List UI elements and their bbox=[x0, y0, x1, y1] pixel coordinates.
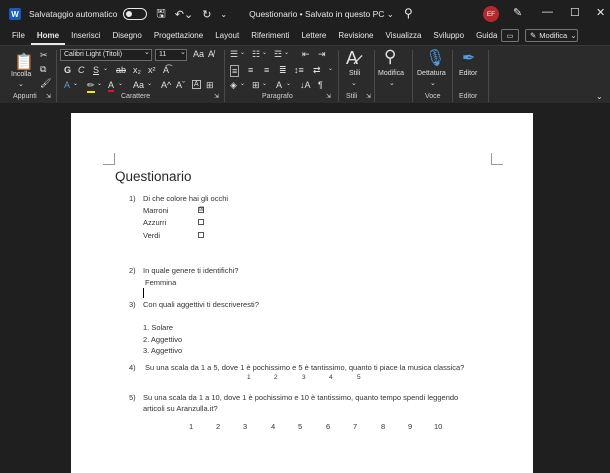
asian-layout-icon[interactable]: A bbox=[276, 80, 283, 90]
align-left-icon[interactable]: ≡ bbox=[232, 66, 238, 76]
scale-value: 5 bbox=[357, 374, 361, 381]
ribbon-divider bbox=[56, 50, 57, 102]
scale-value: 8 bbox=[381, 422, 386, 431]
customize-toolbar-icon[interactable]: ⌄ bbox=[220, 9, 228, 19]
dialog-launcher-icon[interactable]: ⇲ bbox=[366, 94, 372, 100]
chevron-down-icon[interactable]: ⌄ bbox=[284, 50, 290, 56]
editor-button-label[interactable]: Editor bbox=[459, 70, 478, 77]
chevron-down-icon[interactable]: ⌄ bbox=[328, 66, 334, 72]
editor-group-label: Editor bbox=[459, 93, 478, 100]
comments-button[interactable] bbox=[501, 29, 519, 42]
close-icon[interactable]: ✕ bbox=[596, 7, 606, 19]
styles-group-label: Stili bbox=[346, 93, 358, 100]
ribbon-divider bbox=[452, 50, 453, 102]
ribbon-divider bbox=[374, 50, 375, 102]
clipboard-group-label: Appunti bbox=[13, 93, 37, 100]
scale-value: 2 bbox=[216, 422, 221, 431]
option-label: Verdi bbox=[143, 231, 161, 240]
paste-icon[interactable]: 📋 bbox=[14, 54, 34, 71]
tab-layout[interactable]: Layout bbox=[215, 31, 240, 40]
dialog-launcher-icon[interactable]: ⇲ bbox=[46, 94, 52, 100]
tab-developer[interactable]: Sviluppo bbox=[433, 31, 465, 40]
chevron-down-icon[interactable]: ⌄ bbox=[286, 81, 292, 87]
list-item[interactable]: 3. Aggettivo bbox=[143, 346, 183, 355]
chevron-down-icon[interactable]: ⌄ bbox=[144, 49, 150, 56]
numbering-icon[interactable]: ☷ bbox=[252, 49, 261, 59]
chevron-down-icon[interactable]: ⌄ bbox=[596, 92, 603, 101]
document-page[interactable] bbox=[71, 113, 533, 473]
pencil-icon: ✎ bbox=[530, 31, 537, 40]
maximize-icon[interactable]: ☐ bbox=[570, 7, 580, 19]
question-number: 2) bbox=[129, 266, 136, 275]
tab-insert[interactable]: Inserisci bbox=[71, 31, 101, 40]
font-size-select[interactable]: 11 bbox=[155, 49, 187, 61]
dictate-button-label[interactable]: Dettatura bbox=[417, 70, 446, 77]
grow-font-icon[interactable]: A^ bbox=[161, 80, 172, 90]
checkbox-checked[interactable]: ☒ bbox=[199, 207, 205, 213]
option-label: Marroni bbox=[143, 206, 169, 215]
list-item[interactable]: 2. Aggettivo bbox=[143, 335, 183, 344]
align-center-icon[interactable]: ≡ bbox=[248, 65, 254, 75]
checkbox[interactable] bbox=[198, 219, 204, 225]
clear-formatting-icon[interactable]: A̸ bbox=[208, 49, 215, 59]
justify-icon[interactable]: ≣ bbox=[279, 65, 287, 75]
align-right-icon[interactable]: ≡ bbox=[264, 65, 270, 75]
chevron-down-icon[interactable]: ⌄ bbox=[97, 81, 103, 87]
scale-value: 7 bbox=[353, 422, 358, 431]
chevron-down-icon[interactable]: ⌄ bbox=[262, 81, 268, 87]
answer-text[interactable]: Femmina bbox=[145, 278, 177, 287]
strikethrough-icon[interactable]: ab bbox=[116, 65, 127, 75]
underline-icon[interactable]: S bbox=[93, 65, 100, 75]
document-canvas[interactable] bbox=[0, 103, 610, 456]
search-icon[interactable]: ⚲ bbox=[384, 47, 397, 66]
edit-button-label[interactable]: Modifica bbox=[378, 70, 405, 77]
chevron-down-icon[interactable]: ⌄ bbox=[103, 66, 109, 72]
question-text-continued[interactable]: articoli su Aranzulla.it? bbox=[143, 404, 218, 413]
tab-mailings[interactable]: Lettere bbox=[301, 31, 327, 40]
editing-mode-button[interactable]: ✎ Modifica ⌄ bbox=[525, 29, 578, 42]
document-title[interactable]: Questionario • Salvato in questo PC ⌄ bbox=[249, 8, 394, 19]
tab-help[interactable]: Guida bbox=[476, 31, 498, 40]
scale-value: 3 bbox=[302, 374, 306, 381]
text-effects-icon[interactable]: A͡ bbox=[163, 65, 170, 75]
dialog-launcher-icon[interactable]: ⇲ bbox=[326, 94, 332, 100]
scale-value: 10 bbox=[434, 422, 443, 431]
copy-icon[interactable]: ⧉ bbox=[40, 64, 47, 74]
autosave-toggle[interactable] bbox=[123, 8, 147, 20]
save-icon[interactable]: 🖫 bbox=[156, 7, 166, 20]
scale-value: 6 bbox=[326, 422, 331, 431]
chevron-down-icon: ⌄ bbox=[570, 31, 577, 40]
shrink-font-icon[interactable]: Aˇ bbox=[176, 80, 185, 90]
tab-review[interactable]: Revisione bbox=[338, 31, 374, 40]
margin-corner-mark bbox=[103, 153, 115, 165]
chevron-down-icon[interactable]: ⌄ bbox=[147, 81, 153, 87]
microphone-icon[interactable]: 🎙 bbox=[425, 50, 446, 67]
subscript-icon[interactable]: x₂ bbox=[133, 65, 141, 75]
undo-icon[interactable]: ↶⌄ bbox=[174, 8, 194, 21]
styles-icon[interactable]: A̷ bbox=[346, 48, 359, 68]
comment-icon: ▭ bbox=[506, 32, 514, 40]
tab-file[interactable]: File bbox=[12, 31, 25, 40]
tab-home[interactable]: Home bbox=[31, 28, 65, 45]
font-name-select[interactable]: Calibri Light (Titoli) bbox=[60, 49, 152, 61]
borders-icon[interactable]: ⊞ bbox=[252, 80, 260, 90]
tab-references[interactable]: Riferimenti bbox=[251, 31, 290, 40]
scale-value: 4 bbox=[329, 374, 333, 381]
avatar[interactable]: EF bbox=[483, 6, 499, 22]
ribbon-divider bbox=[488, 50, 489, 102]
sort-icon[interactable]: ↓A bbox=[300, 80, 311, 90]
chevron-down-icon[interactable]: ⌄ bbox=[351, 80, 357, 87]
checkbox[interactable] bbox=[198, 232, 204, 238]
chevron-down-icon[interactable]: ⌄ bbox=[389, 80, 395, 87]
bullets-icon[interactable]: ☰ bbox=[230, 49, 239, 59]
voice-group-label: Voce bbox=[425, 93, 441, 100]
tab-design[interactable]: Progettazione bbox=[153, 31, 204, 40]
question-number: 3) bbox=[129, 300, 136, 309]
scale-value: 4 bbox=[271, 422, 276, 431]
font-color-icon[interactable]: A bbox=[108, 80, 115, 90]
line-spacing-icon[interactable]: ↕≡ bbox=[294, 65, 304, 75]
margin-corner-mark bbox=[491, 153, 503, 165]
paragraph-group-label: Paragrafo bbox=[262, 93, 293, 100]
question-text[interactable]: Su una scala da 1 a 5, dove 1 è pochissimo e 5 è tantissimo, quanto ti piace la musica classica? bbox=[145, 363, 465, 372]
pen-icon[interactable]: ✎ bbox=[513, 7, 523, 19]
scale-value: 5 bbox=[298, 422, 303, 431]
question-text[interactable]: In quale genere ti identifichi? bbox=[143, 266, 239, 275]
question-number: 1) bbox=[129, 194, 136, 203]
redo-icon[interactable]: ↻ bbox=[202, 8, 212, 21]
question-text[interactable]: Di che colore hai gli occhi bbox=[143, 194, 229, 203]
text-effects-color-icon[interactable]: A bbox=[64, 80, 71, 90]
question-number: 4) bbox=[129, 363, 136, 372]
change-case-icon[interactable]: Aa bbox=[133, 80, 145, 90]
show-marks-icon[interactable]: ¶ bbox=[318, 80, 323, 90]
decrease-indent-icon[interactable]: ⇤ bbox=[302, 49, 310, 59]
format-painter-icon[interactable]: 🖌 bbox=[40, 78, 52, 88]
multilevel-list-icon[interactable]: ☲ bbox=[274, 49, 283, 59]
question-text[interactable]: Con quali aggettivi ti descriveresti? bbox=[143, 300, 259, 309]
scale-value: 1 bbox=[247, 374, 251, 381]
ribbon-divider bbox=[338, 50, 339, 102]
scale-value: 2 bbox=[274, 374, 278, 381]
search-icon[interactable]: ⚲ bbox=[404, 6, 413, 20]
chevron-down-icon[interactable]: ⌄ bbox=[240, 50, 246, 56]
editor-icon[interactable]: ✒ bbox=[462, 50, 476, 67]
chevron-down-icon[interactable]: ⌄ bbox=[430, 80, 436, 87]
tab-view[interactable]: Visualizza bbox=[385, 31, 422, 40]
highlight-icon[interactable]: ✏ bbox=[87, 80, 95, 93]
superscript-icon[interactable]: x² bbox=[148, 65, 156, 75]
ribbon-divider bbox=[224, 50, 225, 102]
chevron-down-icon[interactable]: ⌄ bbox=[240, 81, 246, 87]
scale-value: 9 bbox=[408, 422, 413, 431]
phonetic-guide-icon[interactable]: ⊞ bbox=[206, 80, 214, 90]
ribbon-divider bbox=[412, 50, 413, 102]
text-cursor bbox=[143, 288, 144, 298]
bold-icon[interactable]: G bbox=[64, 65, 72, 75]
question-number: 5) bbox=[129, 393, 136, 402]
chevron-down-icon[interactable]: ⌄ bbox=[18, 81, 24, 88]
chevron-down-icon[interactable]: ⌄ bbox=[180, 49, 186, 56]
document-heading[interactable]: Questionario bbox=[115, 169, 192, 184]
increase-indent-icon[interactable]: ⇥ bbox=[318, 49, 326, 59]
word-app-icon: W bbox=[9, 8, 21, 20]
option-label: Azzurri bbox=[143, 218, 167, 227]
autosave-label: Salvataggio automatico bbox=[29, 9, 118, 19]
paste-button-label[interactable]: Incolla bbox=[11, 71, 32, 78]
cut-icon[interactable]: ✂ bbox=[40, 50, 48, 60]
dialog-launcher-icon[interactable]: ⇲ bbox=[214, 94, 220, 100]
italic-icon[interactable]: C bbox=[78, 65, 85, 75]
chevron-down-icon[interactable]: ⌄ bbox=[73, 81, 79, 87]
shading-icon[interactable]: ◈ bbox=[230, 80, 237, 90]
font-group-label: Carattere bbox=[121, 93, 151, 100]
tab-draw[interactable]: Disegno bbox=[112, 31, 142, 40]
change-case-icon[interactable]: Aa bbox=[193, 49, 205, 59]
ribbon bbox=[0, 45, 610, 103]
scale-value: 3 bbox=[243, 422, 248, 431]
chevron-down-icon[interactable]: ⌄ bbox=[118, 81, 124, 87]
list-item[interactable]: 1. Solare bbox=[143, 323, 174, 332]
text-direction-icon[interactable]: ⇄ bbox=[313, 65, 321, 75]
scale-value: 1 bbox=[189, 422, 194, 431]
chevron-down-icon[interactable]: ⌄ bbox=[262, 50, 268, 56]
character-border-icon[interactable]: A bbox=[194, 81, 199, 88]
styles-button-label[interactable]: Stili bbox=[349, 70, 361, 77]
question-text[interactable]: Su una scala da 1 a 10, dove 1 è pochissimo e 10 è tantissimo, quanto tempo spendi leggendo bbox=[143, 393, 459, 402]
minimize-icon[interactable]: — bbox=[542, 6, 553, 18]
